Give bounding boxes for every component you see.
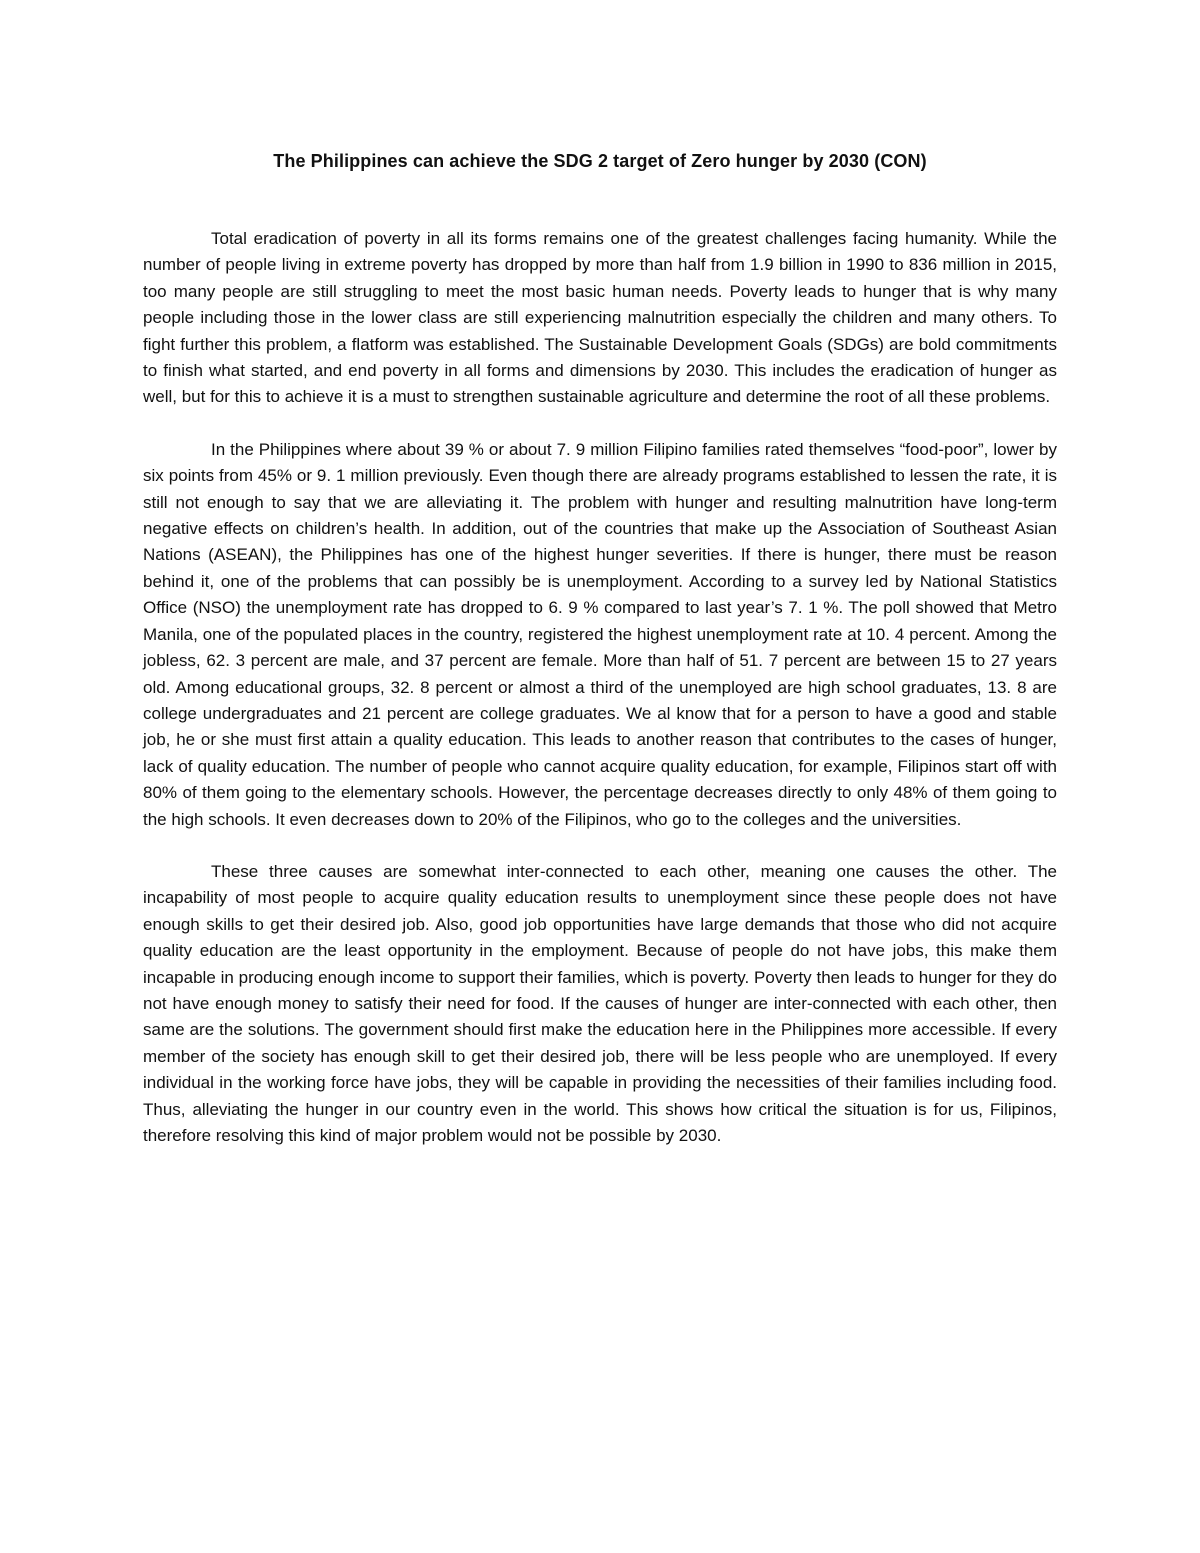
paragraph-1: Total eradication of poverty in all its forms remains one of the greatest challenges facing humanity. While the number of people living in extreme poverty has dropped by more than half from 1.9 billion in 1990 to 836 million in 2015, too many people are still struggling to meet the most basic human needs. Poverty leads to hunger that is why many people including those in the lower class are still experiencing malnutrition especially the children and many others. To fight further this problem, a flatform was established. The Sustainable Development Goals (SDGs) are bold commitments to finish what started, and end poverty in all forms and dimensions by 2030. This includes the eradication of hunger as well, but for this to achieve it is a must to strengthen sustainable agriculture and determine the root of all these problems.	[143, 229, 1057, 407]
paragraph-2: In the Philippines where about 39 % or about 7. 9 million Filipino families rated themselves “food-poor”, lower by six points from 45% or 9. 1 million previously. Even though there are already programs established to lessen the rate, it is still not enough to say that we are alleviating it. The problem with hunger and resulting malnutrition have long-term negative effects on children’s health. In addition, out of the countries that make up the Association of Southeast Asian Nations (ASEAN), the Philippines has one of the highest hunger severities. If there is hunger, there must be reason behind it, one of the problems that can possibly be is unemployment. According to a survey led by National Statistics Office (NSO) the unemployment rate has dropped to 6. 9 % compared to last year’s 7. 1 %. The poll showed that Metro Manila, one of the populated places in the country, registered the highest unemployment rate at 10. 4 percent. Among the jobless, 62. 3 percent are male, and 37 percent are female. More than half of 51. 7 percent are between 15 to 27 years old. Among educational groups, 32. 8 percent or almost a third of the unemployed are high school graduates, 13. 8 are college undergraduates and 21 percent are college graduates. We al know that for a person to have a good and stable job, he or she must first attain a quality education. This leads to another reason that contributes to the cases of hunger, lack of quality education. The number of people who cannot acquire quality education, for example, Filipinos start off with 80% of them going to the elementary schools. However, the percentage decreases directly to only 48% of them going to the high schools. It even decreases down to 20% of the Filipinos, who go to the colleges and the universities.	[143, 439, 1057, 829]
paragraph-3: These three causes are somewhat inter-connected to each other, meaning one causes the other. The incapability of most people to acquire quality education results to unemployment since these people does not have enough skills to get their desired job. Also, good job opportunities have large demands that those who did not acquire quality education are the least opportunity in the employment. Because of people do not have jobs, this make them incapable in producing enough income to support their families, which is poverty. Poverty then leads to hunger for they do not have enough money to satisfy their need for food. If the causes of hunger are inter-connected with each other, then same are the solutions. The government should first make the education here in the Philippines more accessible. If every member of the society has enough skill to get their desired job, there will be less people who are unemployed. If every individual in the working force have jobs, they will be capable in providing the necessities of their families including food. Thus, alleviating the hunger in our country even in the world. This shows how critical the situation is for us, Filipinos, therefore resolving this kind of major problem would not be possible by 2030.	[143, 861, 1057, 1145]
document-body	[143, 148, 1057, 1149]
document-title: The Philippines can achieve the SDG 2 target of Zero hunger by 2030 (CON)	[273, 151, 927, 171]
